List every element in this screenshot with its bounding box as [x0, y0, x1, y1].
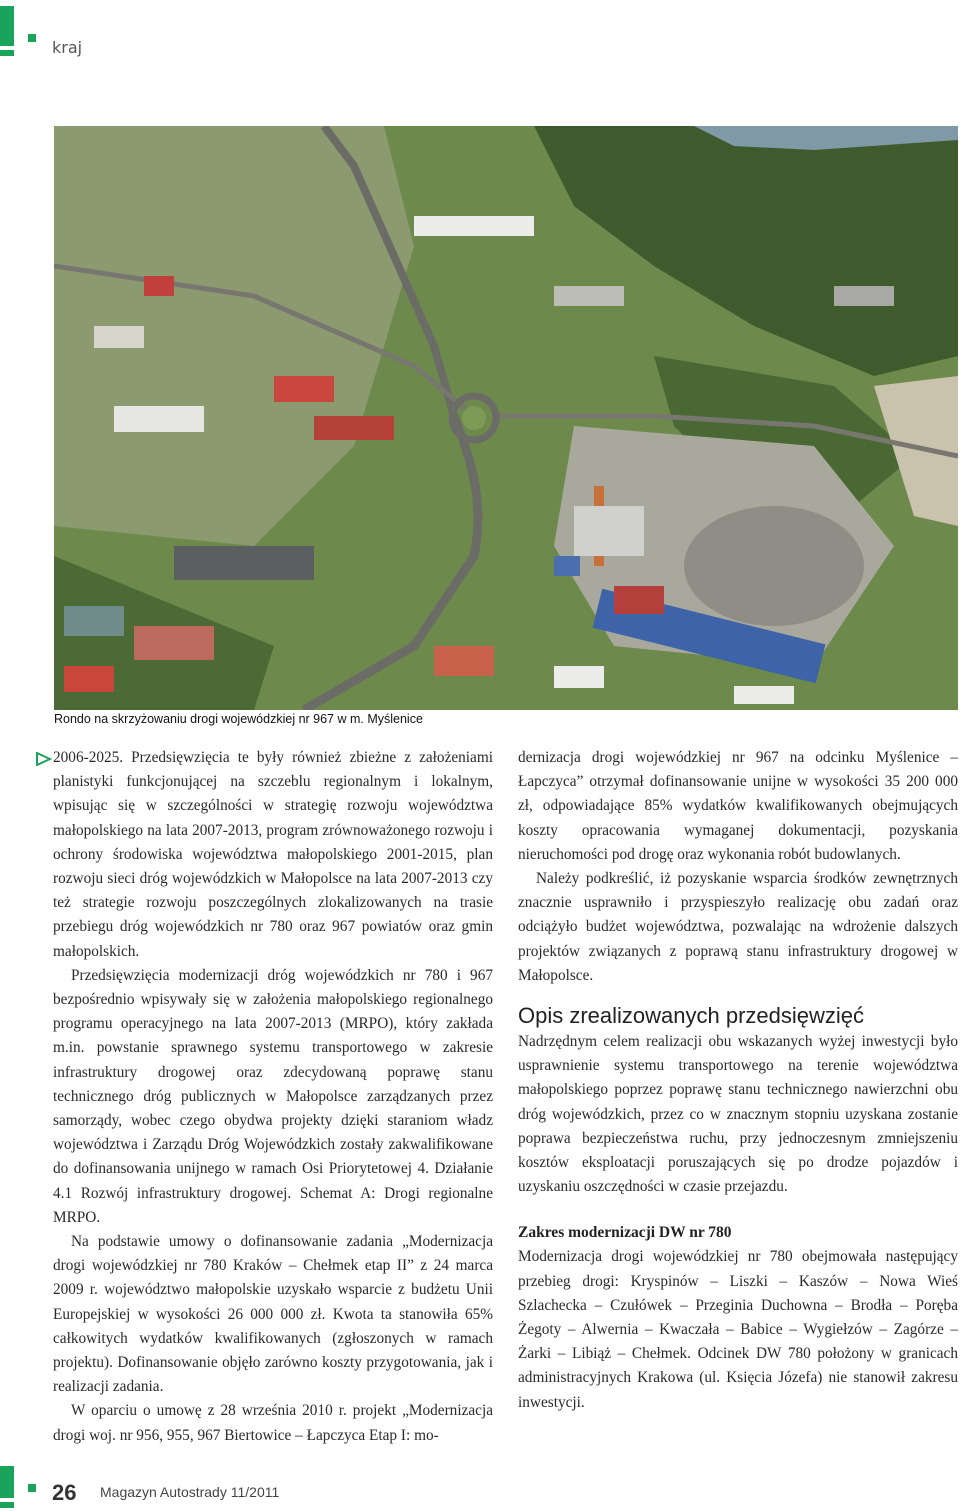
article-paragraph: Modernizacja drogi wojewódzkiej nr 780 obejmowała następujący przebieg drogi: Kryspinów – Liszki – Kaszów – Nowa Wieś Szlachecka – Czułówek – Przeginia Duchowna – Brodła – Poręba Żegoty – Alwernia – Kwaczała – Babice – Wygiełzów – Zagórze – Żarki – Libiąż – Chełmek. Odcinek DW 780 położony w granicach administracyjnych Krakowa (ul. Księcia Józefa) nie stanowił zakresu inwestycji. — [518, 1248, 958, 1411]
aerial-photo-illustration — [54, 126, 958, 710]
photo-caption: Rondo na skrzyżowaniu drogi wojewódzkiej nr 967 w m. Myślenice — [54, 712, 423, 726]
article-paragraph: Nadrzędnym celem realizacji obu wskazanych wyżej inwestycji było usprawnienie systemu transportowego na terenie województwa małopolskiego poprzez poprawę stanu technicznego nawierzchni obu dróg wojewódzkich, przez co w znacznym stopniu uzyskana zostanie poprawa bezpieczeństwa ruchu, przy jednoczesnym zmniejszeniu kosztów eksploatacji poruszających się po drodze pojazdów i uzyskaniu oszczędności w czasie przejazdu. — [518, 1033, 958, 1196]
article-paragraph: Należy podkreślić, iż pozyskanie wsparcia środków zewnętrznych znacznie usprawniło i przyspieszyło realizację obu zadań oraz odciążyło budżet województwa, pozwalając na wdrożenie dalszych projektów związanych z poprawą stanu infrastruktury drogowej w Małopolsce. — [518, 870, 958, 984]
article-paragraph: Na podstawie umowy o dofinansowanie zadania „Modernizacja drogi wojewódzkiej nr 780 Kraków – Chełmek etap II” z 24 marca 2009 r. województwo małopolskie uzyskało wsparcie z budżetu Unii Europejskiej w wysokości 26 000 000 zł. Kwota ta stanowiła 65% całkowitych wydatków kwalifikowanych (zgłoszonych w ramach projektu). Dofinansowanie objęło zarówno koszty przygotowania, jak i realizacji zadania. — [53, 1233, 493, 1396]
section-label: kraj — [52, 38, 83, 57]
article-left-column — [53, 746, 493, 1448]
article-paragraph: 2006-2025. Przedsięwzięcia te były również zbieżne z założeniami planistyki funkcjonującej na szczeblu regionalnym i lokalnym, wpisując się w szczególności w strategię rozwoju województwa małopolskiego na lata 2007-2013, program zrównoważonego rozwoju i ochrony środowiska województwa małopolskiego 2001-2015, plan rozwoju sieci dróg wojewódzkich w Małopolsce na lata 2007-2013 czy też strategie rozwoju poszczególnych zlokalizowanych na trasie przebiegu dróg wojewódzkich nr 780 oraz 967 powiatów oraz gmin małopolskich. — [53, 749, 493, 960]
page-number: 26 — [52, 1480, 77, 1505]
article-paragraph: dernizacja drogi wojewódzkiej nr 967 na odcinku Myślenice – Łapczyca” otrzymał dofinansowanie unijne w wysokości 35 200 000 zł, odpowiadające 85% wydatków kwalifikowanych obejmujących koszty opracowania wymaganej dokumentacji, pozyskania nieruchomości pod drogę oraz wykonania robót budowlanych. — [518, 749, 958, 863]
article-right-column — [518, 746, 958, 1415]
section-heading: Opis zrealizowanych przedsięwzięć — [518, 1003, 865, 1029]
continuation-arrow-icon — [36, 752, 52, 766]
subsection-heading: Zakres modernizacji DW nr 780 — [518, 1224, 732, 1242]
article-paragraph: Przedsięwzięcia modernizacji dróg wojewódzkich nr 780 i 967 bezpośrednio wpisywały się w założenia małopolskiego regionalnego programu operacyjnego na lata 2007-2013 (MRPO), który zakłada m.in. powstanie sprawnego systemu transportowego w zakresie infrastruktury drogowej oraz zdecydowaną poprawę stanu technicznego dróg publicznych w Małopolsce zarządzanych przez samorządy, wobec czego obydwa projekty dzięki staraniom władz województwa i Zarządu Dróg Wojewódzkich zostały zakwalifikowane do dofinansowania unijnego w ramach Osi Priorytetowej 4. Działanie 4.1 Rozwój infrastruktury drogowej. Schemat A: Drogi regionalne MRPO. — [53, 966, 493, 1226]
footer-logo-mark — [0, 1466, 40, 1506]
aerial-photo-roundabout — [54, 126, 958, 710]
magazine-issue: Magazyn Autostrady 11/2011 — [100, 1484, 280, 1500]
section-logo-mark — [0, 6, 34, 50]
article-paragraph: W oparciu o umowę z 28 września 2010 r. projekt „Modernizacja drogi woj. nr 956, 955, 967 Biertowice – Łapczyca Etap I: mo- — [53, 1402, 493, 1444]
